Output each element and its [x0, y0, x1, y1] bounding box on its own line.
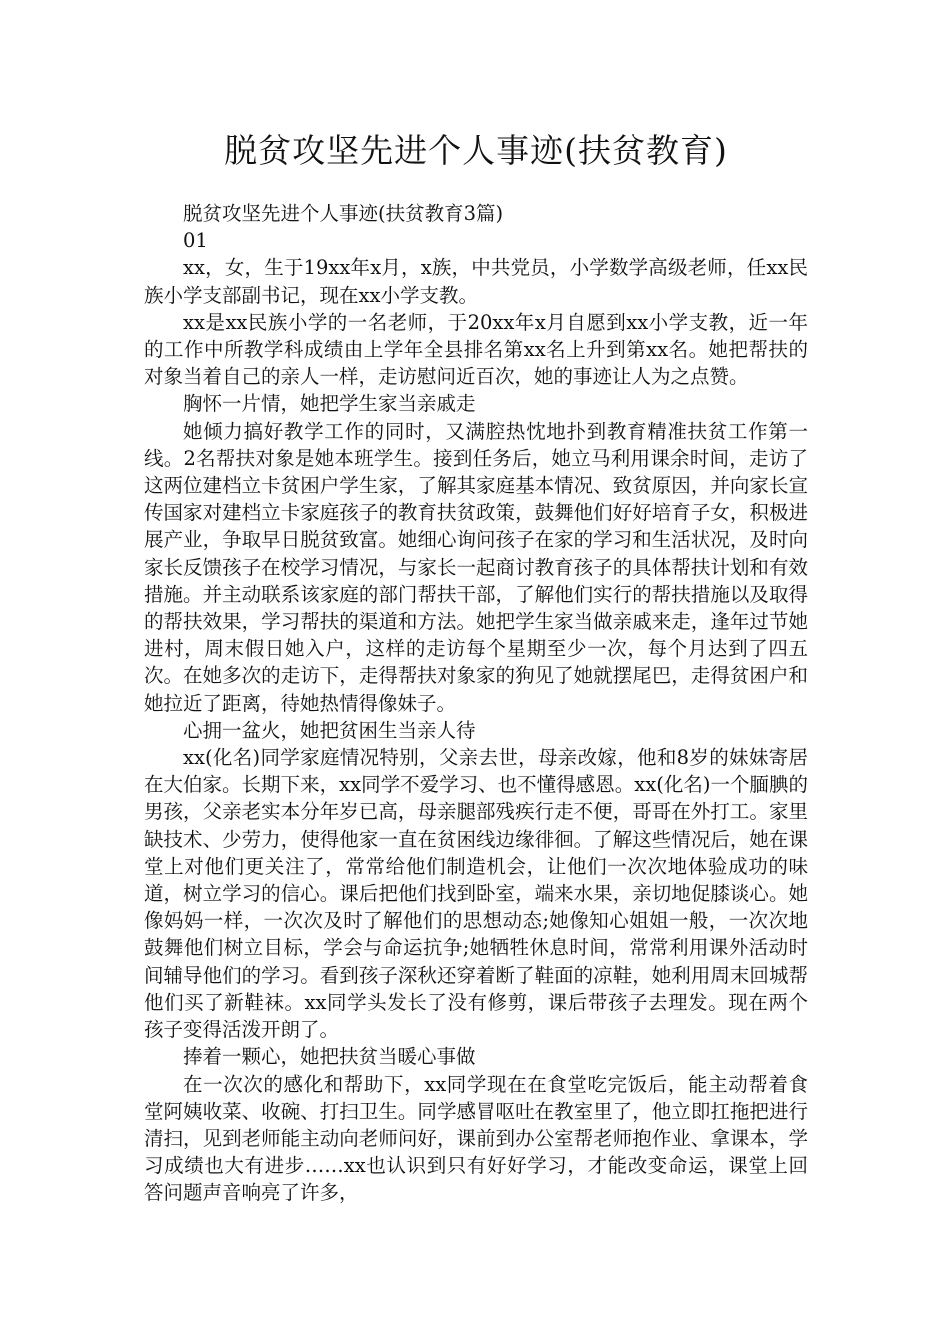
section-heading-1: 胸怀一片情，她把学生家当亲戚走 [183, 392, 476, 416]
document-title: 脱贫攻坚先进个人事迹(扶贫教育) [224, 131, 728, 170]
section-heading-3: 捧着一颗心，她把扶贫当暖心事做 [183, 1045, 476, 1069]
section-heading-2: 心拥一盆火，她把贫困生当亲人待 [183, 718, 476, 742]
intro-paragraph-2: xx是xx民族小学的一名老师，于20xx年x月自愿到xx小学支教，近一年的工作中所教学科成绩由上学年全县排名第xx名上升到第xx名。她把帮扶的对象当着自己的亲人一样，走访慰问近百次，她的事迹让人为之点赞。 [144, 310, 808, 389]
section-3-paragraph-1: 在一次次的感化和帮助下，xx同学现在在食堂吃完饭后，能主动帮着食堂阿姨收菜、收碗、打扫卫生。同学感冒呕吐在教室里了，他立即扛拖把进行清扫，见到老师能主动向老师问好，课前到办公室帮老师抱作业、拿课本，学习成绩也大有进步……xx也认识到只有好好学习，才能改变命运，课堂上回答问题声音响亮了许多， [144, 1072, 808, 1205]
section-2-paragraph-1: xx(化名)同学家庭情况特别，父亲去世，母亲改嫁，他和8岁的妹妹寄居在大伯家。长期下来，xx同学不爱学习、也不懂得感恩。xx(化名)一个腼腆的男孩，父亲老实本分年岁已高，母亲腿部残疾行走不便，哥哥在外打工。家里缺技术、少劳力，使得他家一直在贫困线边缘徘徊。了解这些情况后，她在课堂上对他们更关注了，常常给他们制造机会，让他们一次次地体验成功的味道，树立学习的信心。课后把他们找到卧室，端来水果，亲切地促膝谈心。她像妈妈一样，一次次及时了解他们的思想动态;她像知心姐姐一般，一次次地鼓舞他们树立目标，学会与命运抗争;她牺牲休息时间，常常利用课外活动时间辅导他们的学习。看到孩子深秋还穿着断了鞋面的凉鞋，她利用周末回城帮他们买了新鞋袜。xx同学头发长了没有修剪，课后带孩子去理发。现在两个孩子变得活泼开朗了。 [144, 746, 808, 1042]
document-subtitle: 脱贫攻坚先进个人事迹(扶贫教育3篇) [183, 202, 504, 225]
section-number: 01 [183, 229, 208, 253]
section-1-paragraph-1: 她倾力搞好教学工作的同时，又满腔热忱地扑到教育精准扶贫工作第一线。2名帮扶对象是她本班学生。接到任务后，她立马利用课余时间，走访了这两位建档立卡贫困户学生家，了解其家庭基本情况、致贫原因，并向家长宣传国家对建档立卡家庭孩子的教育扶贫政策，鼓舞他们好好培育子女，积极进展产业，争取早日脱贫致富。她细心询问孩子在家的学习和生活状况，及时向家长反馈孩子在校学习情况，与家长一起商讨教育孩子的具体帮扶计划和有效措施。并主动联系该家庭的部门帮扶干部，了解他们实行的帮扶措施以及取得的帮扶效果，学习帮扶的渠道和方法。她把学生家当做亲戚来走，逢年过节她进村，周末假日她入户，这样的走访每个星期至少一次，每个月达到了四五次。在她多次的走访下，走得帮扶对象家的狗见了她就摆尾巴，走得贫困户和她拉近了距离，待她热情得像妹子。 [144, 419, 808, 715]
intro-paragraph-1: xx，女，生于19xx年x月，x族，中共党员，小学数学高级老师，任xx民族小学支部副书记，现在xx小学支教。 [144, 256, 808, 307]
